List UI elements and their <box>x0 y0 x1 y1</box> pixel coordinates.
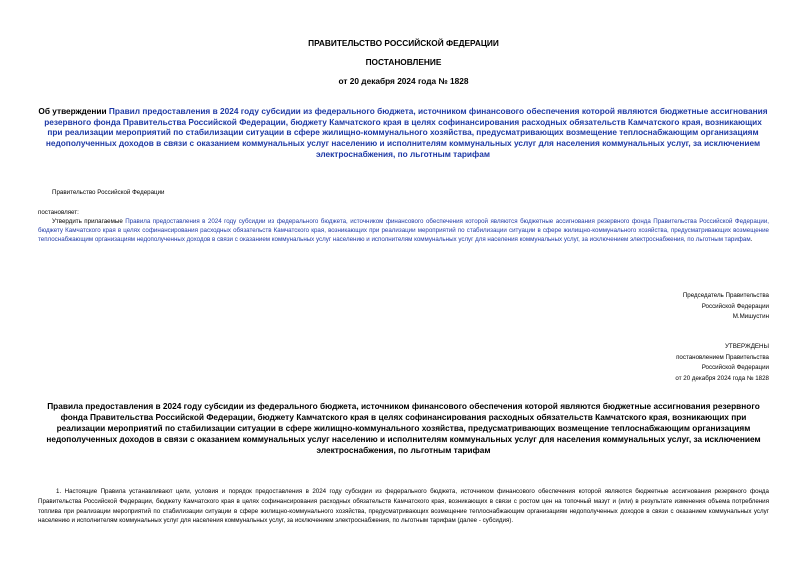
rules-title: Правила предоставления в 2024 году субсидии из федерального бюджета, источником финансового обеспечения которой являются бюджетные ассигнования резервного фонда Правительства Российской Федерации, бюджету Камчатского края в целях софинансирования расходных обязательств Камчатского края, возникающих при реализации мероприятий по стабилизации ситуации в сфере жилищно-коммунального хозяйства, предусматривающих возмещение теплоснабжающим организациям недополученных доходов в связи с оказанием коммунальных услуг населению и исполнителям коммунальных услуг для населения коммунальных услуг, за исключением электроснабжения, по льготным тарифам <box>46 401 761 455</box>
rules-item-1: 1. Настоящие Правила устанавливают цели, условия и порядок предоставления в 2024 году субсидии из федерального бюджета, источником финансового обеспечения которой являются бюджетные ассигнования резервного фонда Правительства Российской Федерации, бюджету Камчатского края в целях софинансирования расходных обязательств Камчатского края, возникающих в связи с ростом цен на топочный мазут и (или) в результате изменения объема потребления топлива при реализации мероприятий по стабилизации ситуации в сфере жилищно-коммунального хозяйства, предусматривающих возмещение теплоснабжающим организациям недополученных доходов в связи с оказанием коммунальных услуг населению и исполнителям коммунальных услуг для населения коммунальных услуг, за исключением электроснабжения, по льготным тарифам (далее - субсидия). <box>38 488 769 525</box>
approval-prefix: Утвердить прилагаемые <box>52 218 126 225</box>
signature-block <box>683 291 769 323</box>
signature-name: М.Мишустин <box>732 313 769 320</box>
approval-rules-link[interactable]: Правила предоставления в 2024 году субсидии из федерального бюджета, источником финансового обеспечения которой являются бюджетные ассигнования резервного фонда Правительства Российской Федерации, бюджету Камчатского края в целях софинансирования расходных обязательств Камчатского края, возникающих при реализации мероприятий по стабилизации ситуации в сфере жилищно-коммунального хозяйства, предусматривающих возмещение теплоснабжающим организациям недополученных доходов в связи с оказанием коммунальных услуг населению и исполнителям коммунальных услуг для населения коммунальных услуг, за исключением электроснабжения, по льготным тарифам <box>38 218 769 244</box>
approved-label: УТВЕРЖДЕНЫ <box>725 343 769 350</box>
approved-date: от 20 декабря 2024 года № 1828 <box>675 374 769 382</box>
document-date-number: от 20 декабря 2024 года № 1828 <box>338 76 469 86</box>
approved-country: Российской Федерации <box>701 364 769 371</box>
document-title <box>38 106 768 160</box>
approval-stamp-block <box>675 342 769 384</box>
document-type: ПОСТАНОВЛЕНИЕ <box>365 57 442 67</box>
approved-by: постановлением Правительства <box>676 353 769 361</box>
issuing-authority: Правительство Российской Федерации <box>52 189 165 196</box>
approval-suffix: . <box>750 236 753 244</box>
signature-position: Председатель Правительства <box>682 292 769 299</box>
title-prefix: Об утверждении <box>38 106 109 116</box>
title-rules-link[interactable]: Правил предоставления в 2024 году субсидии из федерального бюджета, источником финансового обеспечения которой являются бюджетные ассигнования резервного фонда Правительства Российской Федерации, бюджету Камчатского края в целях софинансирования расходных обязательств Камчатского края, возникающих при реализации мероприятий по стабилизации ситуации в сфере жилищно-коммунального хозяйства, предусматривающих возмещение теплоснабжающим организациям недополученных доходов в связи с оказанием коммунальных услуг населению и исполнителям коммунальных услуг для населения коммунальных услуг, за исключением электроснабжения, по льготным тарифам <box>44 106 768 159</box>
signature-country: Российской Федерации <box>701 302 769 310</box>
government-heading: ПРАВИТЕЛЬСТВО РОССИЙСКОЙ ФЕДЕРАЦИИ <box>308 38 499 48</box>
approval-paragraph <box>38 217 769 245</box>
decides-label: постановляет: <box>38 209 79 216</box>
